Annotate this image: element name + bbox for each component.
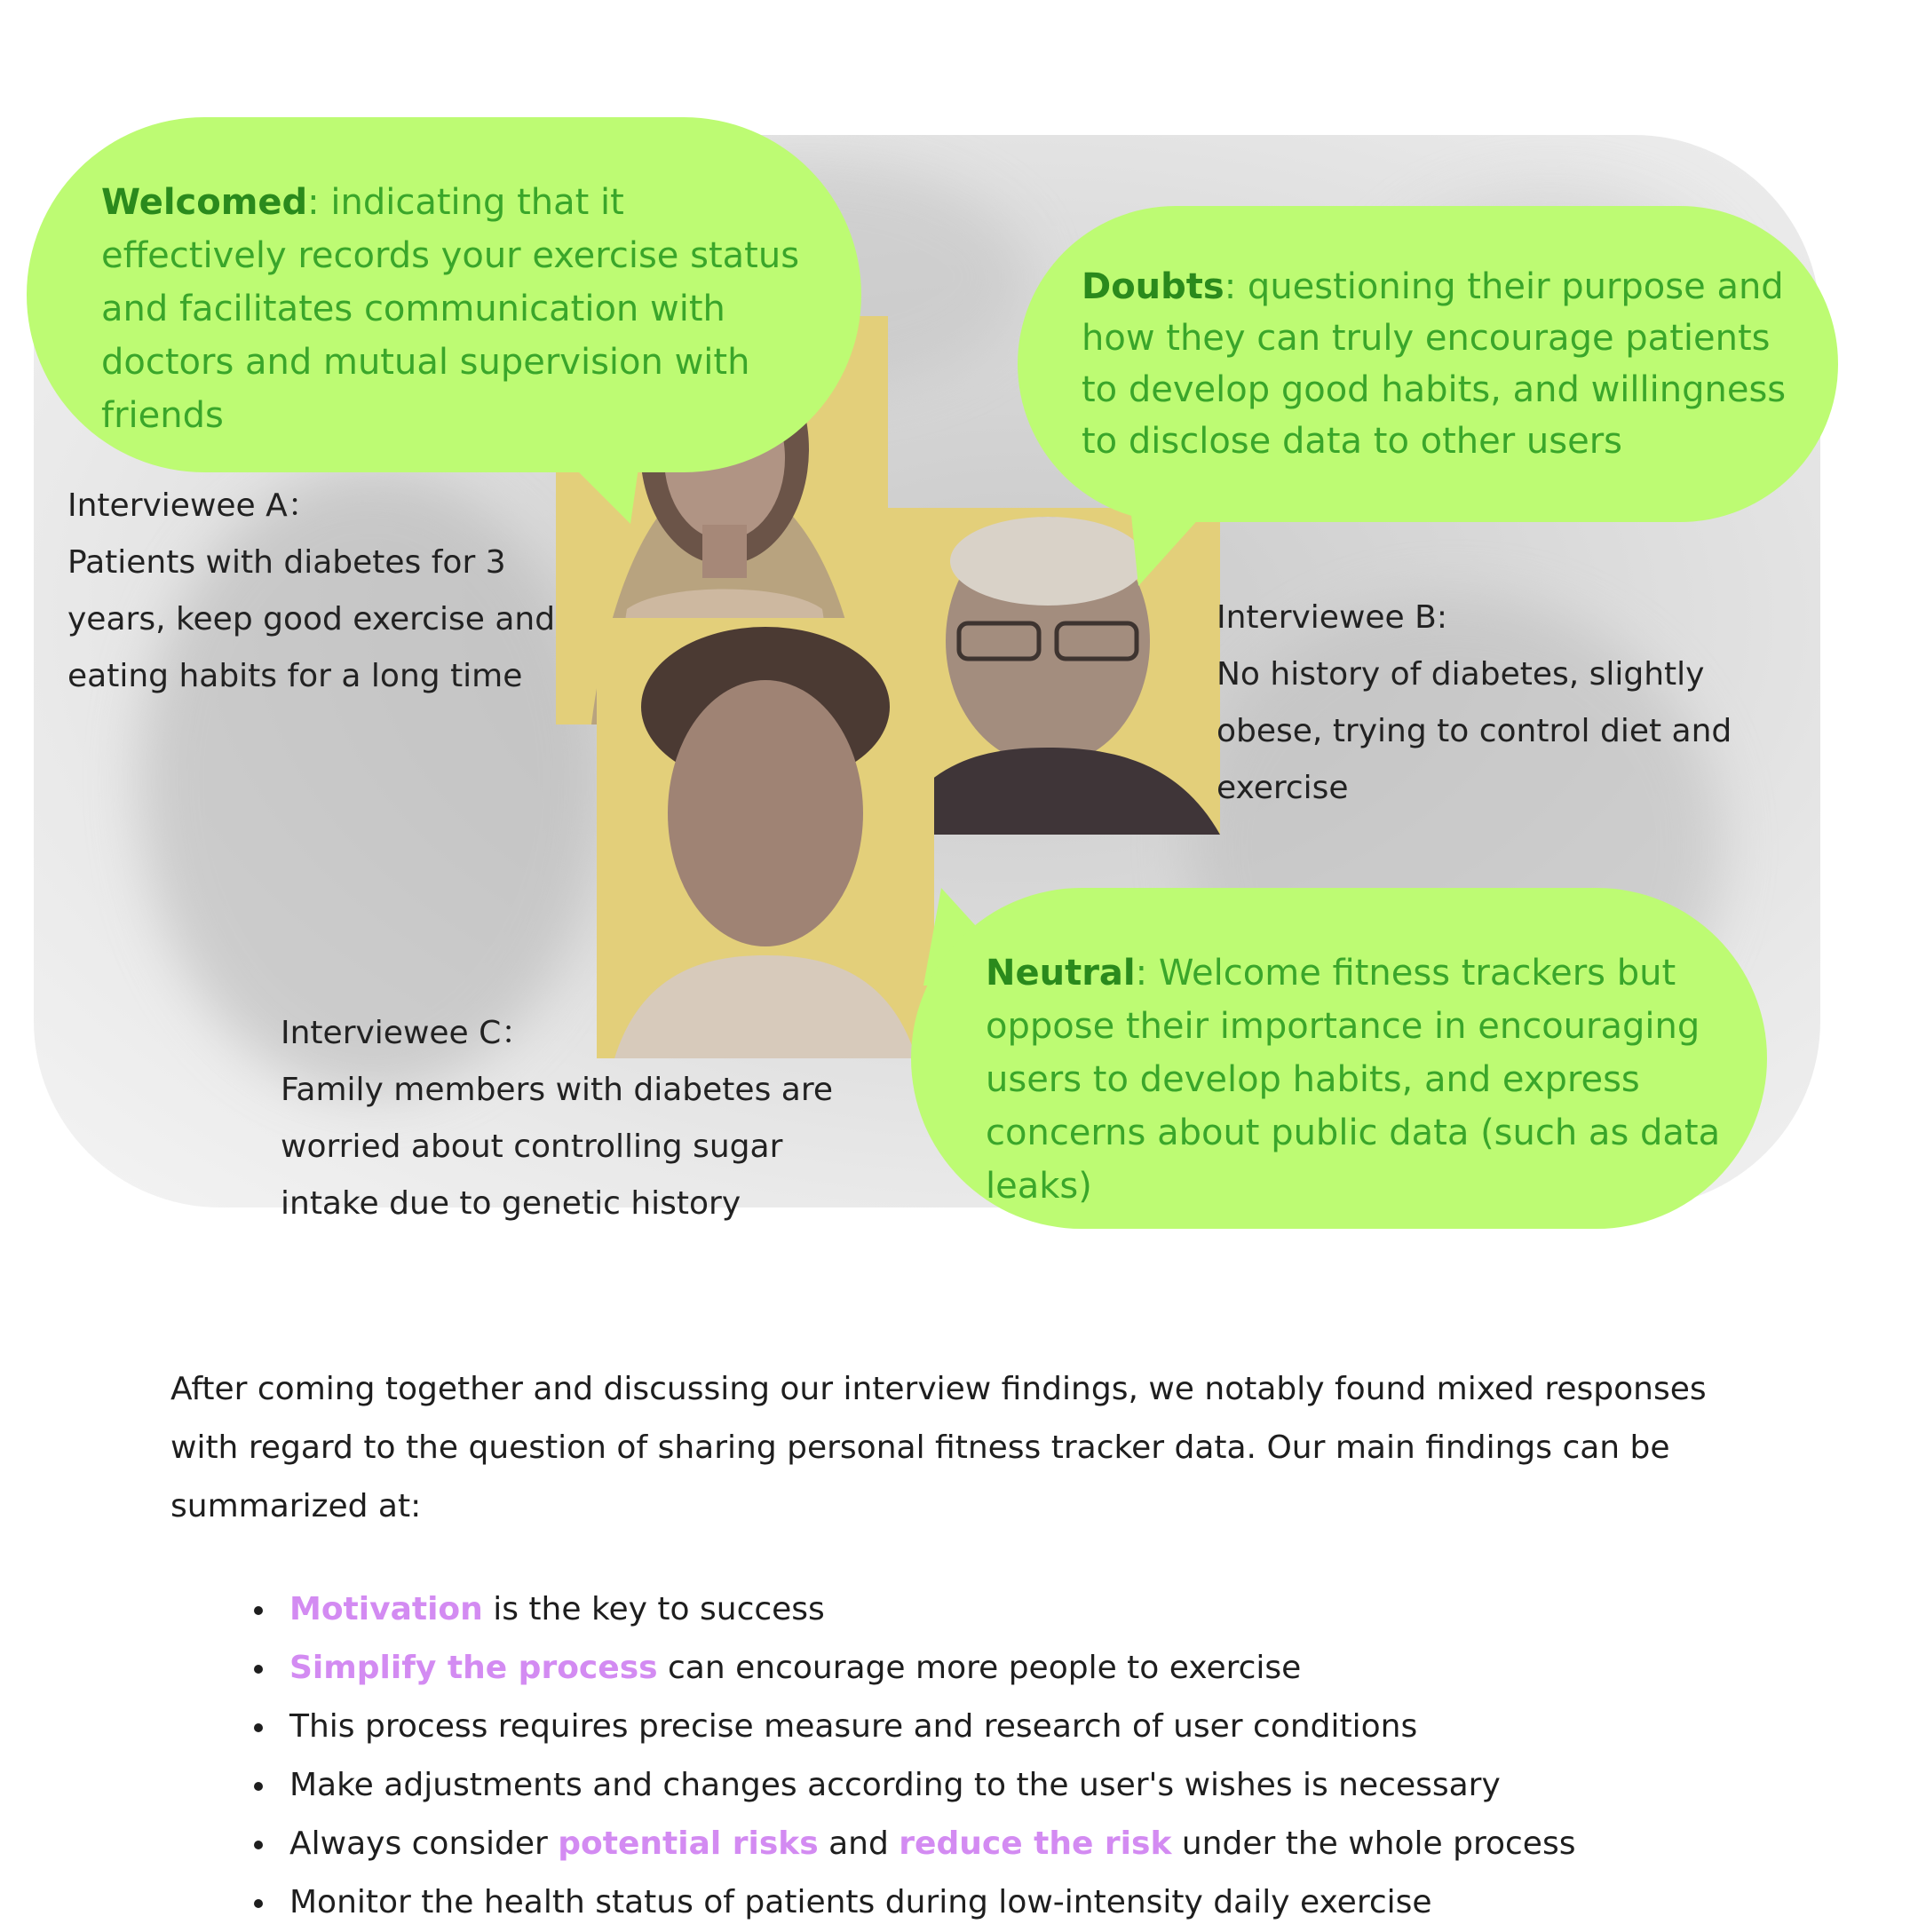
finding-highlight: potential risks [558,1825,819,1862]
interviewee-a-block [67,478,565,705]
portrait-interviewee-c [597,618,934,1058]
findings-list [238,1580,1836,1932]
finding-highlight: reduce the risk [899,1825,1172,1862]
bullet-icon [254,1606,263,1615]
interviewee-a-title: Interviewee A： [67,487,320,524]
interviewee-b-title: Interviewee B: [1217,599,1447,636]
speech-bubble-neutral [911,888,1767,1229]
speech-bubble-doubts [1018,206,1838,522]
bullet-icon [254,1841,263,1849]
list-item [238,1580,1836,1639]
interviewee-c-desc: Family members with diabetes are worried about controlling sugar intake due to genetic history [281,1072,833,1222]
list-item [238,1639,1836,1698]
interviewee-b-desc: No history of diabetes, slightly obese, trying to control diet and exercise [1217,656,1732,806]
list-item [238,1698,1836,1756]
bubble-term-neutral: Neutral [986,953,1136,994]
bullet-icon [254,1665,263,1674]
list-item [238,1873,1836,1932]
interviewee-a-desc: Patients with diabetes for 3 years, keep good exercise and eating habits for a long time [67,544,556,694]
interviewee-c-title: Interviewee C： [281,1015,534,1051]
finding-text: Always consider [289,1825,559,1862]
interviewee-c-block [281,1005,884,1232]
bullet-icon [254,1723,263,1732]
bullet-icon [254,1899,263,1908]
finding-text: Make adjustments and changes according to the user's wishes is necessary [289,1767,1501,1803]
bubble-text-doubts: : questioning their purpose and how they can truly encourage patients to develop good habits, and willingness to disclose data to other users [1082,266,1787,462]
finding-highlight: Motivation [289,1591,483,1627]
list-item [238,1815,1836,1873]
finding-text: is the key to success [482,1591,825,1627]
finding-text: can encourage more people to exercise [657,1650,1302,1686]
bubble-text-neutral: : Welcome fitness trackers but oppose their importance in encouraging users to develop habits, and express concerns about public data (such as data leaks) [986,953,1721,1207]
finding-text: Monitor the health status of patients during low-intensity daily exercise [289,1884,1432,1920]
interviewee-b-block [1217,590,1803,817]
bubble-text-welcomed: : indicating that it effectively records your exercise status and facilitates communication with doctors and mutual supervision with friends [101,182,800,436]
finding-text: This process requires precise measure and research of user conditions [289,1708,1418,1745]
bullet-icon [254,1782,263,1791]
finding-highlight: Simplify the process [289,1650,658,1686]
bubble-term-doubts: Doubts [1082,266,1225,307]
list-item [238,1756,1836,1815]
finding-text: under the whole process [1171,1825,1576,1862]
findings-intro-paragraph: After coming together and discussing our interview findings, we notably found mixed responses with regard to the question of sharing personal fitness tracker data. Our main findings can be summarized at: [170,1371,1707,1524]
finding-text: and [818,1825,900,1862]
speech-bubble-welcomed [27,117,861,472]
bubble-term-welcomed: Welcomed [101,182,308,223]
